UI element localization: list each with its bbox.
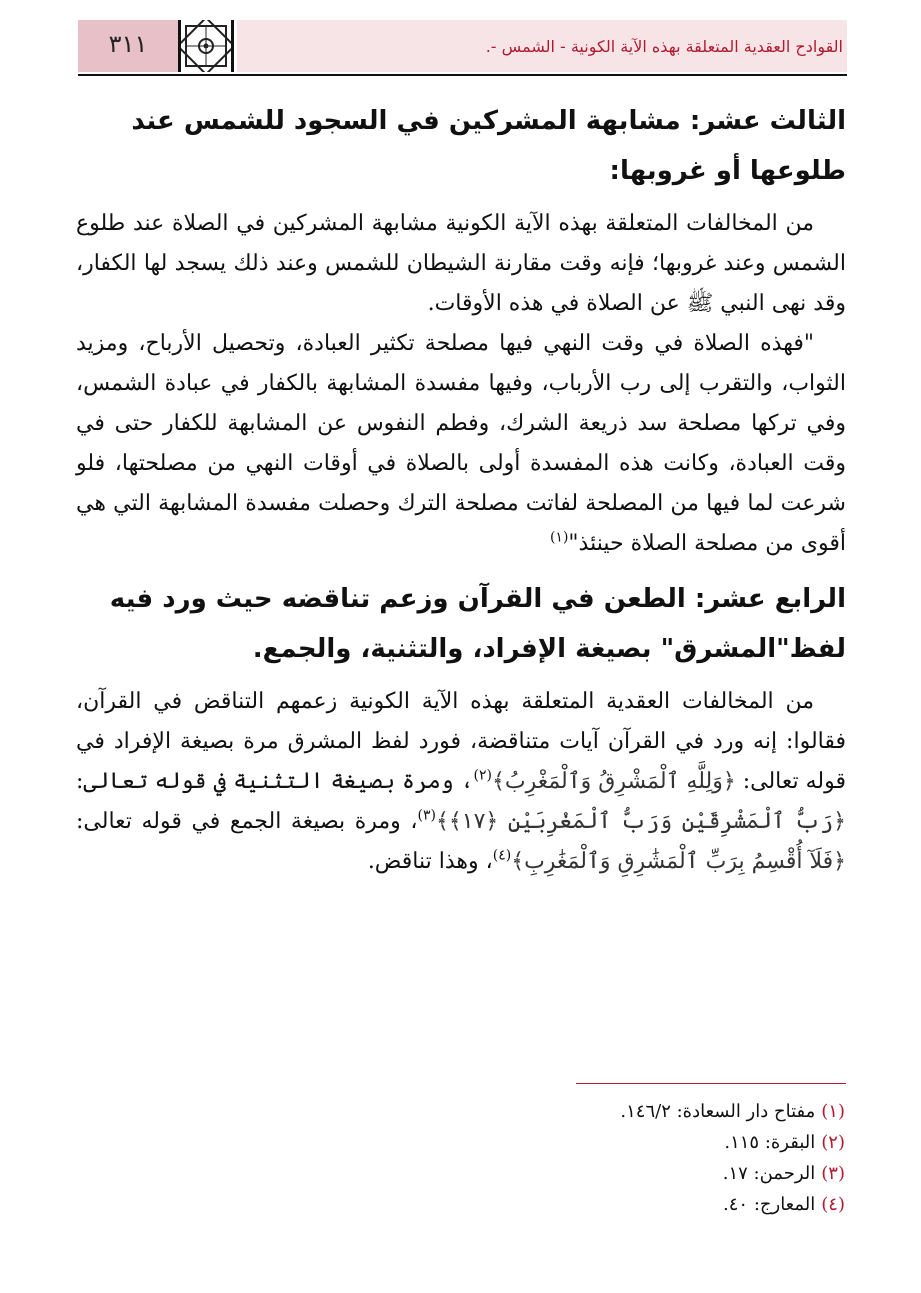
paragraph-text: "فهذه الصلاة في وقت النهي فيها مصلحة تكثير العبادة، وتحصيل الأرباح، ومزيد الثواب، والتقرب إلى رب الأرباب، وفيها مفسدة المشابهة بالكفار في عبادة الشمس، وفي تركها مصلحة سد ذريعة الشرك، وفطم النفوس عن المشابهة للكفار حتى في وقت العبادة، وكانت هذه المفسدة أولى بالصلاة في أوقات النهي من مصلحتها، فلو شرعت لما فيها من المصلحة لفاتت مصلحة الترك وحصلت مفسدة المشابهة التي هي أقوى من مصلحة الصلاة حينئذ" — [76, 331, 846, 556]
paragraph-text: ، ومرة بصيغة الجمع في قوله تعالى: — [76, 809, 418, 834]
footnote-ref[interactable]: (٣) — [417, 807, 436, 824]
footnote-number: (١) — [821, 1101, 845, 1122]
header-divider — [78, 74, 847, 76]
footnote-divider — [576, 1083, 846, 1084]
quran-verse: ﴿فَلَآ أُقْسِمُ بِرَبِّ ٱلْمَشَٰرِقِ وَٱلْمَغَٰرِبِ﴾ — [511, 849, 846, 874]
footnote-text: البقرة: ١١٥. — [724, 1132, 816, 1153]
geometric-star-ornament-icon — [178, 20, 234, 72]
footnote-ref[interactable]: (٢) — [473, 767, 492, 784]
footnote-ref[interactable]: (٤) — [492, 847, 512, 864]
section-heading-14: الرابع عشر: الطعن في القرآن وزعم تناقضه حيث ورد فيه لفظ"المشرق" بصيغة الإفراد، والتثنية، والجمع. — [109, 584, 846, 664]
section-heading-13: الثالث عشر: مشابهة المشركين في السجود للشمس عند طلوعها أو غروبها: — [131, 106, 846, 186]
paragraph-text: من المخالفات المتعلقة بهذه الآية الكونية مشابهة المشركين في الصلاة عند طلوع الشمس وعند غروبها؛ فإنه وقت مقارنة الشيطان للشمس وعند ذلك يسجد لها الكفار، وقد نهى النبي ﷺ عن الصلاة في هذه الأوقات. — [76, 211, 846, 316]
quote-paragraph — [76, 324, 846, 564]
page-number: ٣١١ — [108, 30, 148, 58]
footnote-item — [445, 1189, 845, 1220]
footnote-number: (٤) — [821, 1194, 845, 1215]
quran-verse: ﴿وَلِلَّهِ ٱلْمَشْرِقُ وَٱلْمَغْرِبُ﴾ — [491, 769, 736, 794]
footnote-text: مفتاح دار السعادة: ١٤٦/٢. — [620, 1101, 816, 1122]
page-header — [78, 20, 847, 72]
paragraph-text: ، وهذا تناقض. — [367, 849, 493, 874]
quran-verse: ﴿رَبُّ ٱلْمَشْرِقَيْنِ وَرَبُّ ٱلْمَغْرِبَيْنِ ﴿١٧﴾﴾ — [435, 809, 846, 834]
paragraph-text: من المخالفات العقدية المتعلقة بهذه الآية الكونية زعمهم التناقض في القرآن، فقالوا: إنه ورد في القرآن آيات متناقضة، فورد لفظ المشرق مرة بصيغة الإفراد في قوله تعالى: — [76, 689, 847, 794]
footnotes — [445, 1096, 845, 1220]
footnote-text: المعارج: ٤٠. — [723, 1194, 816, 1215]
paragraph — [76, 204, 846, 324]
footnote-text: الرحمن: ١٧. — [722, 1163, 816, 1184]
main-content — [76, 96, 846, 882]
paragraph-text: ، ومرة بصيغة التثنية في قوله تعالى: — [76, 769, 474, 794]
footnote-item — [445, 1158, 845, 1189]
paragraph — [76, 682, 846, 882]
footnote-item — [445, 1096, 845, 1127]
footnote-ref[interactable]: (١) — [549, 529, 569, 546]
footnote-number: (٢) — [821, 1132, 845, 1153]
footnote-item — [445, 1127, 845, 1158]
page-number-tab — [78, 20, 178, 72]
header-band — [237, 20, 847, 72]
footnote-number: (٣) — [821, 1163, 845, 1184]
running-title: القوادح العقدية المتعلقة بهذه الآية الكونية - الشمس -. — [485, 37, 843, 56]
